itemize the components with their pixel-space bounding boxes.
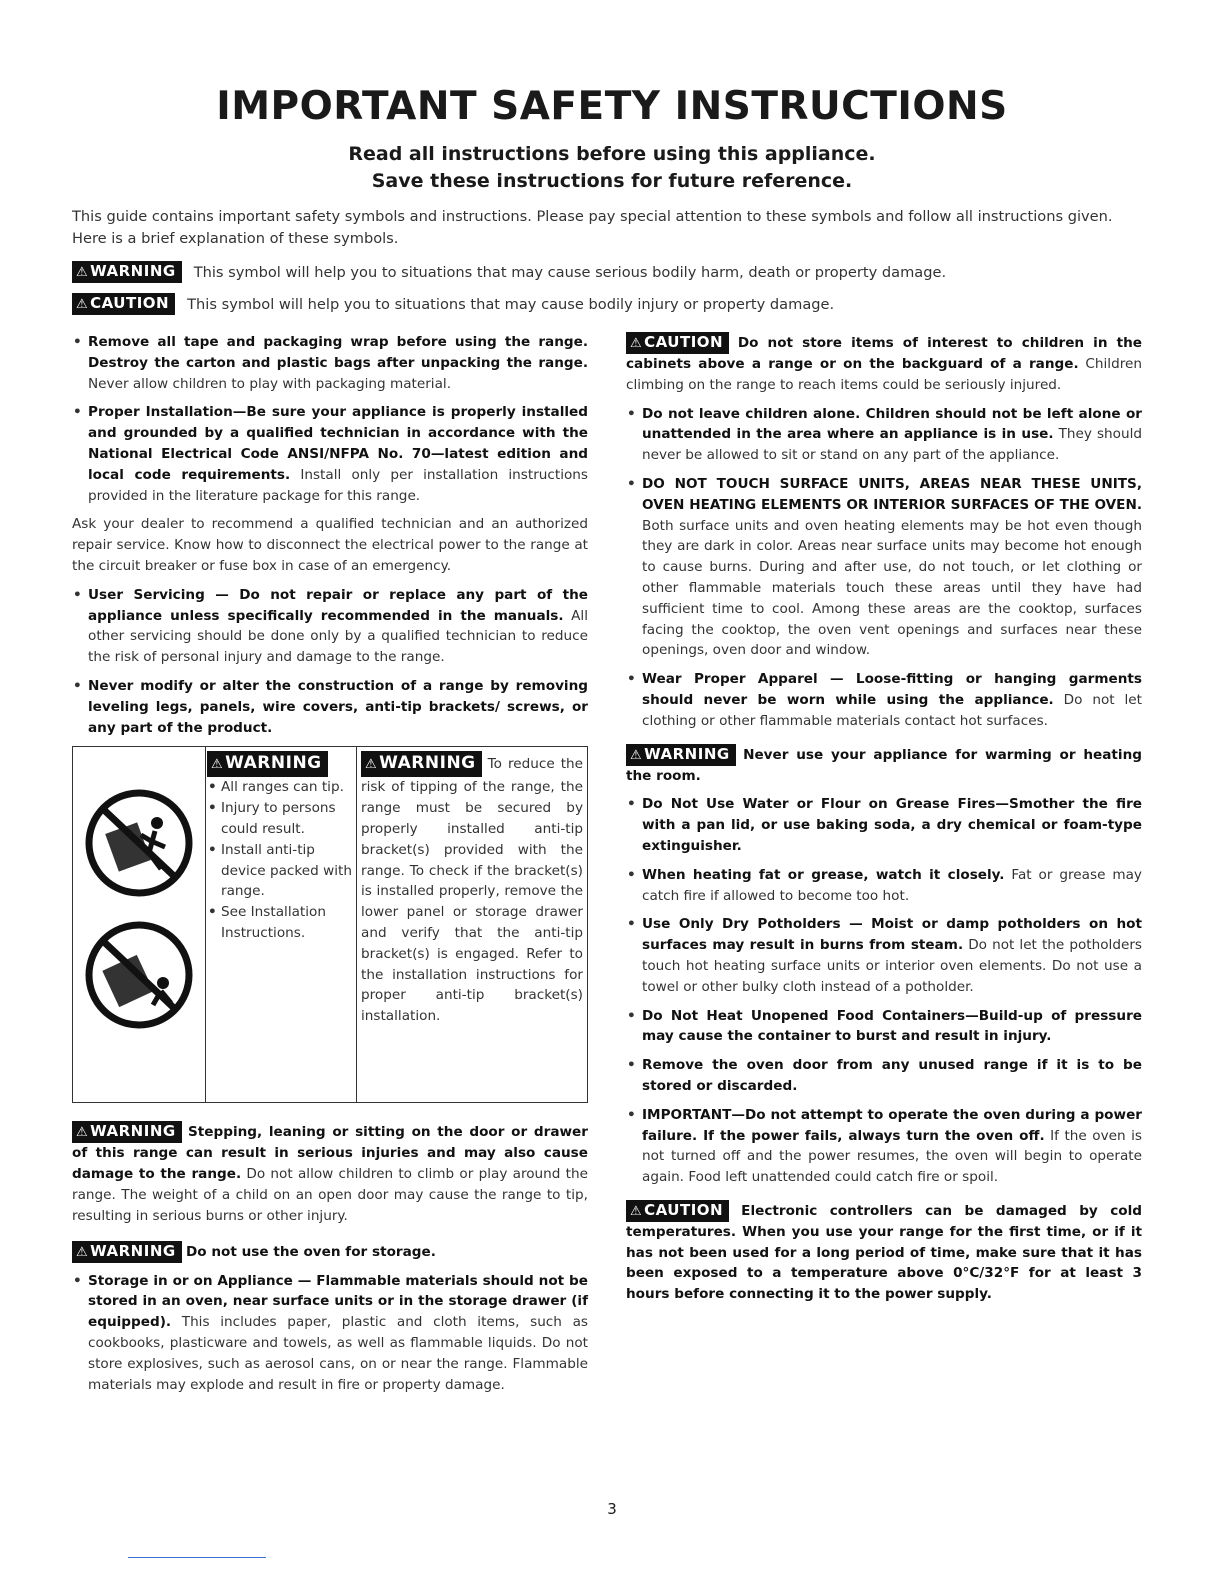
warning-triangle-icon: ⚠ bbox=[76, 1125, 89, 1141]
warning-triangle-icon: ⚠ bbox=[365, 757, 378, 773]
caution-badge bbox=[72, 293, 175, 315]
list-item: • DO NOT TOUCH SURFACE UNITS, AREAS NEAR THESE UNITS, OVEN HEATING ELEMENTS OR INTERIOR SURFACES OF THE OVEN. Both surface units and oven heating elements may be hot even though they are dark in color. Areas near surface units may become hot enough to cause burns. During and after use, do not touch, or let clothing or other flammable materials touch these areas until they have had sufficient time to cool. Among these areas are the cooktop, surfaces facing the cooktop, the oven vent openings and surfaces near these openings, oven door and window. bbox=[626, 474, 1142, 661]
list-item: • See Installation Instructions. bbox=[207, 902, 352, 944]
list-item: • Install anti-tip device packed with range. bbox=[207, 840, 352, 902]
page-number: 3 bbox=[607, 1500, 617, 1518]
paragraph: ⚠ WARNING Never use your appliance for warming or heating the room. bbox=[626, 744, 1142, 784]
paragraph: Ask your dealer to recommend a qualified technician and an authorized repair service. Know how to disconnect the electrical power to the range at the circuit breaker or fuse box in case of an emergency. bbox=[72, 516, 588, 574]
warning-badge: ⚠ WARNING bbox=[72, 1241, 182, 1263]
warning-badge: ⚠ WARNING bbox=[207, 751, 328, 777]
legend-caution bbox=[72, 293, 1152, 315]
footer-divider bbox=[128, 1557, 266, 1558]
range-tipping-icon bbox=[83, 787, 195, 899]
anti-tip-list-cell bbox=[205, 747, 357, 1102]
warning-badge: ⚠ WARNING bbox=[361, 751, 482, 777]
list-item: • Do Not Heat Unopened Food Containers—Build-up of pressure may cause the container to burst and result in injury. bbox=[626, 1006, 1142, 1048]
caution-badge: ⚠ CAUTION bbox=[626, 332, 729, 354]
warning-triangle-icon: ⚠ bbox=[76, 265, 89, 280]
warning-badge-label: WARNING bbox=[90, 262, 176, 280]
caution-triangle-icon: ⚠ bbox=[630, 336, 643, 351]
anti-tip-icons bbox=[73, 747, 206, 1102]
right-column bbox=[626, 332, 1142, 1313]
caution-badge: ⚠ CAUTION bbox=[626, 1200, 729, 1222]
warning-triangle-icon: ⚠ bbox=[76, 1244, 89, 1260]
warning-triangle-icon: ⚠ bbox=[630, 747, 643, 763]
paragraph: ⚠ WARNING Stepping, leaning or sitting on the door or drawer of this range can result in serious injuries and may also cause damage to the range. Do not allow children to climb or play around the range. The weight of a child on an open door may cause the range to tip, resulting in serious burns or other injury. bbox=[72, 1122, 588, 1224]
anti-tip-text: To reduce the risk of tipping of the range, the range must be secured by properly installed anti-tip bracket(s) provided with the range. To check if the bracket(s) is installed properly, remove the lower panel or storage drawer and verify that the anti-tip bracket(s) is engaged. Refer to the installation instructions for proper anti-tip bracket(s) installation. bbox=[361, 756, 584, 1025]
warning-badge: ⚠ WARNING bbox=[72, 1121, 182, 1143]
caution-badge-label: CAUTION bbox=[90, 294, 170, 312]
paragraph: ⚠ CAUTION Electronic controllers can be damaged by cold temperatures. When you use your range for the first time, or if it has not been used for a long period of time, make sure that it has been exposed to a temperature above 0°C/32°F for at least 3 hours before connecting it to the power supply. bbox=[626, 1200, 1143, 1303]
caution-triangle-icon: ⚠ bbox=[630, 1203, 643, 1219]
list-item: • All ranges can tip. bbox=[207, 777, 352, 798]
list-item: • Do Not Use Water or Flour on Grease Fires—Smother the fire with a pan lid, or use baking soda, a dry chemical or foam-type extinguisher. bbox=[626, 794, 1142, 856]
list-item: • Storage in or on Appliance — Flammable materials should not be stored in an oven, near surface units or in the storage drawer (if equipped). This includes paper, plastic and cloth items, such as cookbooks, plasticware and towels, as well as flammable liquids. Do not store explosives, such as aerosol cans, on or near the range. Flammable materials may explode and result in fire or property damage. bbox=[72, 1271, 588, 1396]
list-item: • Proper Installation—Be sure your appliance is properly installed and grounded by a qualified technician in accordance with the National Electrical Code ANSI/NFPA No. 70—latest edition and local code requirements. Install only per installation instructions provided in the literature package for this range. bbox=[72, 402, 588, 506]
paragraph: ⚠ WARNING Do not use the oven for storage. bbox=[72, 1241, 588, 1263]
warning-badge bbox=[72, 261, 182, 283]
list-item: • Injury to persons could result. bbox=[207, 798, 352, 840]
list-item: • Remove all tape and packaging wrap before using the range. Destroy the carton and plastic bags after unpacking the range. Never allow children to play with packaging material. bbox=[72, 332, 588, 394]
paragraph: ⚠ CAUTION Do not store items of interest to children in the cabinets above a range or on the backguard of a range. Children climbing on the range to reach items could be seriously injured. bbox=[626, 333, 1142, 393]
intro-paragraph: This guide contains important safety symbols and instructions. Please pay special attention to these symbols and follow all instructions given. Here is a brief explanation of these symbols. bbox=[72, 208, 1113, 247]
legend-caution-text: This symbol will help you to situations that may cause bodily injury or property damage. bbox=[187, 295, 835, 313]
child-climbing-icon bbox=[83, 919, 195, 1031]
list-item: • Wear Proper Apparel — Loose-fitting or hanging garments should never be worn while using the appliance. Do not let clothing or other flammable materials contact hot surfaces. bbox=[626, 669, 1142, 731]
left-column bbox=[72, 332, 588, 1403]
subtitle-save: Save these instructions for future reference. bbox=[371, 170, 853, 192]
anti-tip-warning-box bbox=[72, 746, 588, 1103]
list-item: • Do not leave children alone. Children should not be left alone or unattended in the area where an appliance is in use. They should never be allowed to sit or stand on any part of the appliance. bbox=[626, 404, 1142, 466]
anti-tip-text-cell bbox=[357, 747, 587, 1102]
list-item: • Remove the oven door from any unused range if it is to be stored or discarded. bbox=[626, 1055, 1142, 1097]
list-item: • Never modify or alter the construction of a range by removing leveling legs, panels, wire covers, anti-tip brackets/ screws, or any part of the product. bbox=[72, 676, 588, 738]
list-item: • IMPORTANT—Do not attempt to operate the oven during a power failure. If the power fails, always turn the oven off. If the oven is not turned off and the power resumes, the oven will begin to operate again. Food left unattended could catch fire or spoil. bbox=[626, 1105, 1142, 1188]
list-item: • When heating fat or grease, watch it closely. Fat or grease may catch fire if allowed to become too hot. bbox=[626, 865, 1142, 907]
legend-warning-text: This symbol will help you to situations that may cause serious bodily harm, death or property damage. bbox=[193, 263, 947, 281]
legend-warning bbox=[72, 261, 1152, 283]
page-title: IMPORTANT SAFETY INSTRUCTIONS bbox=[216, 84, 1008, 129]
warning-badge: ⚠ WARNING bbox=[626, 744, 736, 766]
list-item: • User Servicing — Do not repair or replace any part of the appliance unless specifically recommended in the manuals. All other servicing should be done only by a qualified technician to reduce the risk of personal injury and damage to the range. bbox=[72, 585, 588, 668]
list-item: • Use Only Dry Potholders — Moist or damp potholders on hot surfaces may result in burns from steam. Do not let the potholders touch hot heating surface units or interior oven elements. Do not use a towel or other bulky cloth instead of a potholder. bbox=[626, 914, 1142, 997]
subtitle-read: Read all instructions before using this appliance. bbox=[348, 143, 876, 165]
warning-triangle-icon: ⚠ bbox=[211, 757, 224, 773]
caution-triangle-icon: ⚠ bbox=[76, 297, 89, 312]
